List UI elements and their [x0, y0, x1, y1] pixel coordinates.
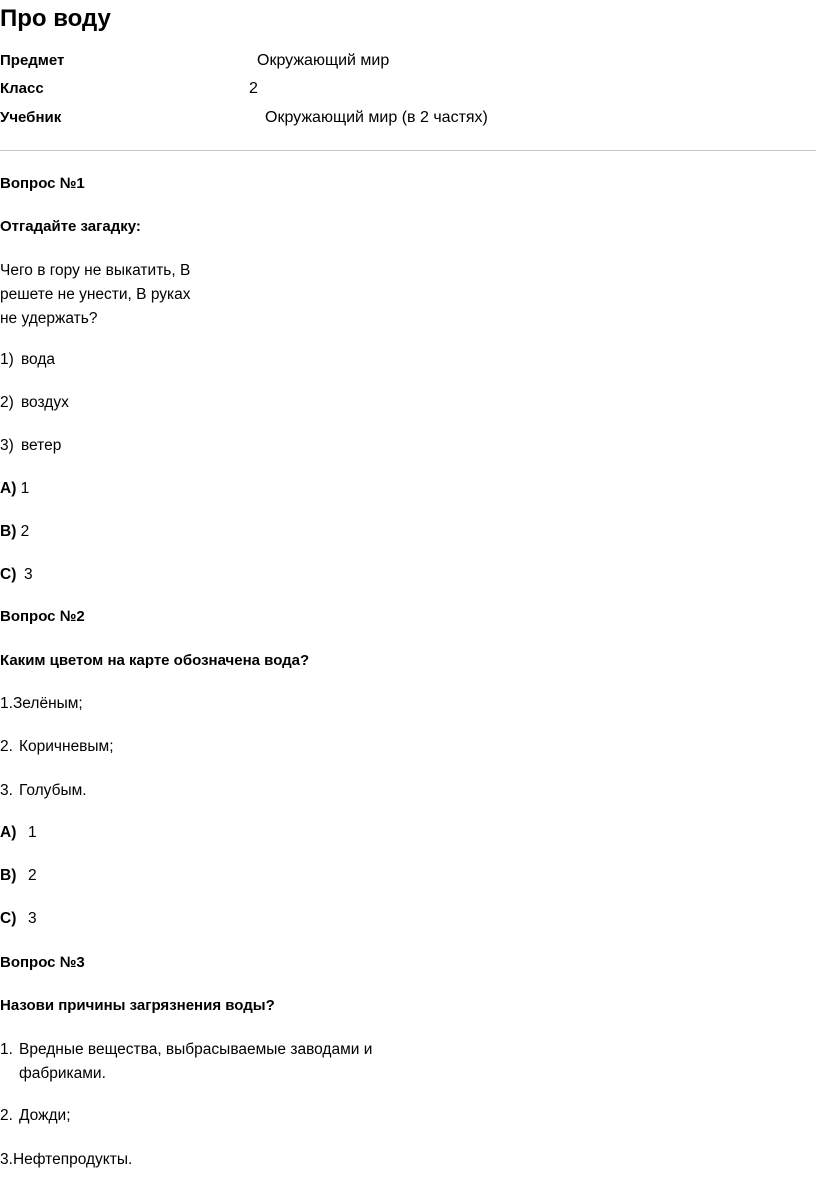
option-text: воздух: [21, 394, 69, 411]
question-3-option-2: [0, 1106, 71, 1126]
answer-value: 2: [28, 867, 37, 884]
question-3-option-1: [0, 1038, 420, 1086]
page-title: Про воду: [0, 5, 111, 32]
option-number: 1.: [0, 1041, 13, 1058]
option-number: 2.: [0, 738, 13, 755]
grade-label: Класс: [0, 80, 44, 97]
textbook-value: Окружающий мир (в 2 частях): [265, 109, 488, 126]
subject-label: Предмет: [0, 52, 65, 69]
answer-value: 3: [28, 910, 37, 927]
option-number: 3.: [0, 782, 13, 799]
answer-value: 1: [20, 480, 30, 497]
textbook-label: Учебник: [0, 109, 62, 126]
answer-value: 3: [24, 566, 33, 583]
option-number: 2): [0, 394, 14, 411]
grade-value: 2: [249, 80, 258, 97]
question-3-option-3: [0, 1150, 132, 1170]
answer-letter: B): [0, 867, 17, 884]
option-number: 3.: [0, 1151, 13, 1168]
question-1-prompt: Отгадайте загадку:: [0, 218, 141, 235]
question-2-answer-a: [0, 823, 37, 843]
option-number: 1.: [0, 695, 13, 712]
subject-value: Окружающий мир: [257, 52, 390, 69]
option-text: Вредные вещества, выбрасываемые заводами и фабриками.: [19, 1041, 373, 1082]
option-text: Голубым.: [19, 782, 87, 799]
option-text: вода: [21, 351, 56, 368]
answer-letter: C): [0, 910, 17, 927]
option-text: Нефтепродукты.: [12, 1151, 133, 1168]
question-1-option-3: [0, 436, 61, 456]
question-2-option-2: [0, 737, 114, 757]
header-divider: [0, 150, 816, 151]
question-2-answer-b: [0, 866, 37, 886]
question-1-heading: Вопрос №1: [0, 175, 85, 192]
question-2-heading: Вопрос №2: [0, 608, 85, 625]
option-text: Коричневым;: [19, 738, 114, 755]
answer-letter: C): [0, 566, 17, 583]
answer-letter: B): [0, 523, 17, 540]
answer-value: 1: [28, 824, 37, 841]
option-text: ветер: [21, 437, 62, 454]
answer-letter: A): [0, 824, 17, 841]
option-number: 1): [0, 351, 14, 368]
question-1-option-1: [0, 350, 55, 370]
question-2-option-3: [0, 781, 87, 801]
question-2-option-1: [0, 694, 83, 714]
question-3-prompt: Назови причины загрязнения воды?: [0, 997, 275, 1014]
option-text: Дожди;: [19, 1107, 71, 1124]
answer-value: 2: [20, 523, 30, 540]
option-number: 3): [0, 437, 14, 454]
question-1-answer-b: [0, 522, 29, 542]
option-number: 2.: [0, 1107, 13, 1124]
question-1-answer-c: [0, 565, 33, 585]
question-1-option-2: [0, 393, 69, 413]
question-3-heading: Вопрос №3: [0, 954, 85, 971]
question-1-answer-a: [0, 479, 29, 499]
question-2-prompt: Каким цветом на карте обозначена вода?: [0, 652, 310, 669]
question-1-riddle: Чего в гору не выкатить, В решете не унести, В руках не удержать?: [0, 262, 191, 327]
answer-letter: A): [0, 480, 17, 497]
question-2-answer-c: [0, 909, 37, 929]
option-text: Зелёным;: [12, 695, 83, 712]
